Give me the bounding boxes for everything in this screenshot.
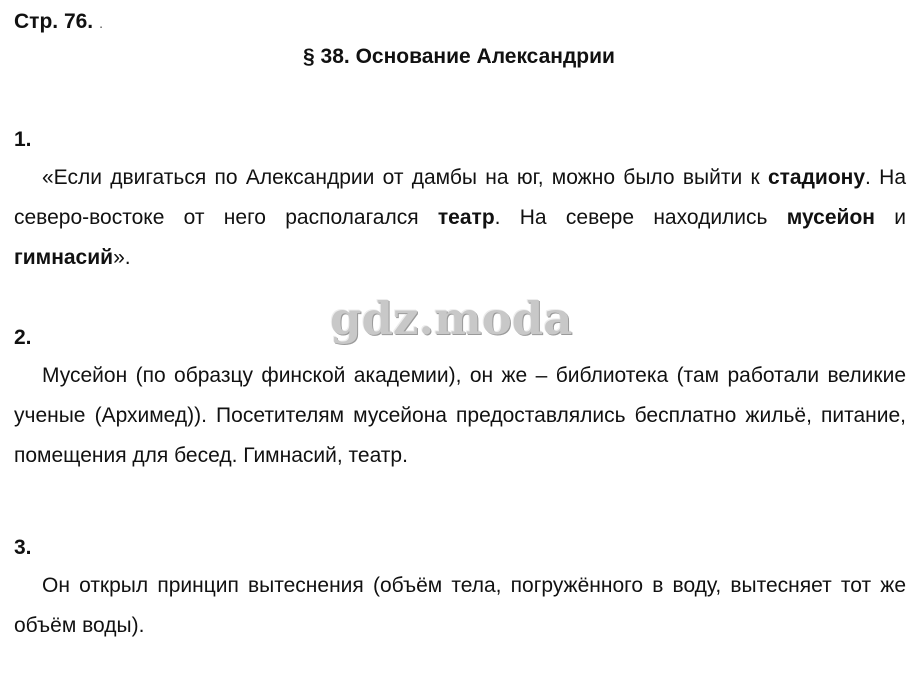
page-label [14, 10, 103, 34]
term-theatre: театр [437, 206, 495, 229]
answer-2-text: Мусейон (по образцу финской академии), он же – библиотека (там работали великие ученые (Архимед)). Посетителям мусейона предоставлялись бесплатно жильё, питание, помещения для бесед. Гимнасий, театр. [14, 364, 906, 467]
page-mark: . [99, 15, 104, 31]
term-museion: мусейон [786, 206, 875, 229]
term-stadium: стадиону [767, 166, 866, 189]
page-number: Стр. 76. [14, 10, 94, 33]
answer-1-part: ». [113, 246, 131, 269]
answer-3-number: 3. [14, 536, 32, 559]
term-gymnasium: гимнасий [14, 246, 114, 269]
answer-1-text [14, 158, 906, 278]
answer-3-text: Он открыл принцип вытеснения (объём тела, погружённого в воду, вытесняет тот же объём воды). [14, 574, 906, 637]
answer-1-part: «Если двигаться по Александрии от дамбы на юг, можно было выйти к [42, 166, 768, 189]
answer-1-part: . На северо-востоке от него располагался [14, 166, 906, 229]
answer-1-part: . На севере находились [494, 206, 787, 229]
answer-1-part: и [874, 206, 906, 229]
section-title: § 38. Основание Александрии [303, 45, 615, 68]
answer-1-number: 1. [14, 128, 32, 151]
watermark: gdz.moda [330, 292, 573, 345]
answer-2-number: 2. [14, 326, 32, 349]
